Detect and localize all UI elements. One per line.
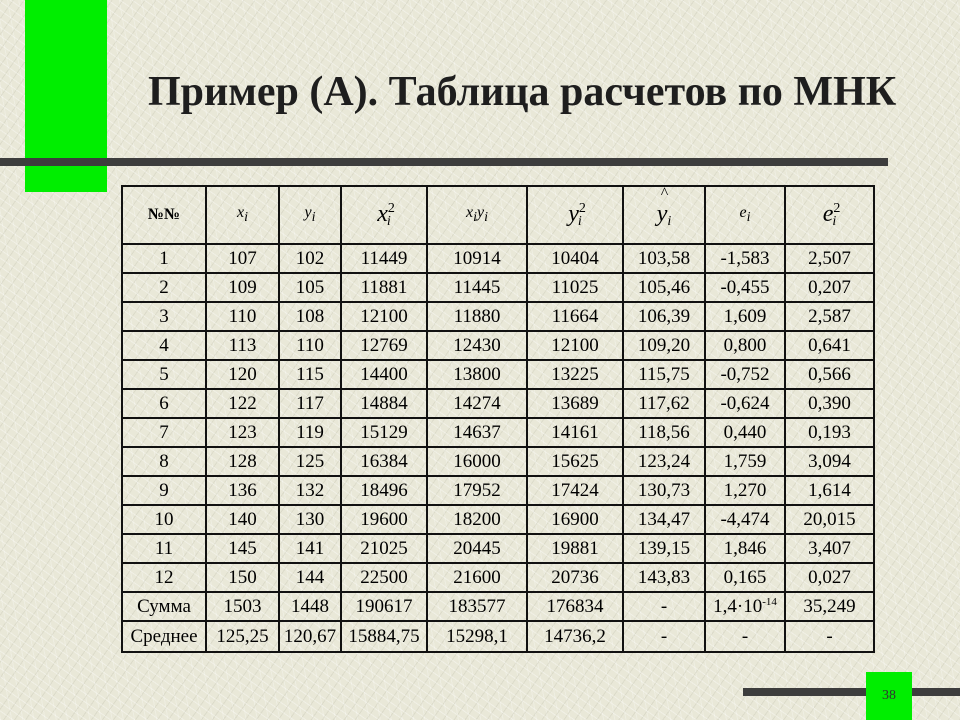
table-row	[123, 564, 873, 593]
table-row	[123, 506, 873, 535]
mean-e: -	[706, 622, 786, 651]
header-y-hat: ^ $y_i$	[624, 187, 706, 245]
cell: 14274	[428, 390, 528, 419]
cell: 140	[207, 506, 280, 535]
cell: 0,641	[786, 332, 873, 361]
cell: 128	[207, 448, 280, 477]
cell: 0,566	[786, 361, 873, 390]
slide-title: Пример (А). Таблица расчетов по МНК	[148, 69, 897, 115]
table-row	[123, 332, 873, 361]
table-row	[123, 303, 873, 332]
header-xy: xiyi	[428, 187, 528, 245]
cell: 106,39	[624, 303, 706, 332]
header-y: yi	[280, 187, 342, 245]
cell: 119	[280, 419, 342, 448]
cell: 12100	[528, 332, 624, 361]
cell: 0,165	[706, 564, 786, 593]
cell: 15129	[342, 419, 428, 448]
cell: 0,800	[706, 332, 786, 361]
cell: 110	[207, 303, 280, 332]
cell: 11881	[342, 274, 428, 303]
cell: 2,587	[786, 303, 873, 332]
header-number: №№	[123, 187, 207, 245]
cell: -0,624	[706, 390, 786, 419]
cell: 20445	[428, 535, 528, 564]
sum-label: Сумма	[123, 593, 207, 622]
mean-y-squared: 14736,2	[528, 622, 624, 651]
cell: 125	[280, 448, 342, 477]
cell: 19881	[528, 535, 624, 564]
cell: 105,46	[624, 274, 706, 303]
cell: -4,474	[706, 506, 786, 535]
cell: 13689	[528, 390, 624, 419]
cell: 3,094	[786, 448, 873, 477]
cell: 11025	[528, 274, 624, 303]
cell: 102	[280, 245, 342, 274]
cell: 144	[280, 564, 342, 593]
header-y-squared: $y^2_i$	[528, 187, 624, 245]
cell: 2	[123, 274, 207, 303]
mean-xy: 15298,1	[428, 622, 528, 651]
cell: 103,58	[624, 245, 706, 274]
cell: 150	[207, 564, 280, 593]
cell: 132	[280, 477, 342, 506]
cell: 17424	[528, 477, 624, 506]
cell: 14884	[342, 390, 428, 419]
cell: 12100	[342, 303, 428, 332]
cell: 1	[123, 245, 207, 274]
mean-e-squared: -	[826, 625, 833, 647]
cell: 113	[207, 332, 280, 361]
cell: 9	[123, 477, 207, 506]
table-row	[123, 361, 873, 390]
cell: 12430	[428, 332, 528, 361]
cell: 11445	[428, 274, 528, 303]
title-divider	[0, 158, 888, 166]
cell: 22500	[342, 564, 428, 593]
cell: 0,390	[786, 390, 873, 419]
cell: 1,614	[786, 477, 873, 506]
cell: 13800	[428, 361, 528, 390]
cell: 17952	[428, 477, 528, 506]
cell: 18496	[342, 477, 428, 506]
cell: 110	[280, 332, 342, 361]
cell: 16384	[342, 448, 428, 477]
cell: 2,507	[786, 245, 873, 274]
cell: 8	[123, 448, 207, 477]
cell: 109	[207, 274, 280, 303]
sum-y: 1448	[280, 593, 342, 622]
cell: 0,207	[786, 274, 873, 303]
page-number-badge	[866, 672, 912, 720]
sum-e-squared: 35,249	[786, 593, 873, 622]
mean-x: 125,25	[207, 622, 280, 651]
cell: 1,270	[706, 477, 786, 506]
mean-row	[123, 622, 873, 651]
cell: 3,407	[786, 535, 873, 564]
cell: 11664	[528, 303, 624, 332]
cell: 20,015	[786, 506, 873, 535]
cell: 1,609	[706, 303, 786, 332]
sum-e: $1,4\cdot 10^{-14}$	[706, 593, 786, 622]
cell: 130,73	[624, 477, 706, 506]
cell: 117,62	[624, 390, 706, 419]
cell: 6	[123, 390, 207, 419]
cell: 10914	[428, 245, 528, 274]
cell: 139,15	[624, 535, 706, 564]
cell: 3	[123, 303, 207, 332]
header-e: ei	[706, 187, 786, 245]
cell: 21025	[342, 535, 428, 564]
mean-y: 120,67	[280, 622, 342, 651]
mean-y-hat: -	[624, 622, 706, 651]
table-row	[123, 245, 873, 274]
page-number: 38	[882, 688, 896, 703]
cell: 14637	[428, 419, 528, 448]
cell: 118,56	[624, 419, 706, 448]
table-row	[123, 535, 873, 564]
cell: 130	[280, 506, 342, 535]
cell: 20736	[528, 564, 624, 593]
table-row	[123, 419, 873, 448]
cell: 12	[123, 564, 207, 593]
cell: 10404	[528, 245, 624, 274]
cell: 136	[207, 477, 280, 506]
cell: 122	[207, 390, 280, 419]
cell: 14161	[528, 419, 624, 448]
cell: 123	[207, 419, 280, 448]
cell: 10	[123, 506, 207, 535]
cell: 11449	[342, 245, 428, 274]
sum-x: 1503	[207, 593, 280, 622]
cell: 115,75	[624, 361, 706, 390]
cell: -0,455	[706, 274, 786, 303]
table-row	[123, 274, 873, 303]
cell: 107	[207, 245, 280, 274]
header-x-squared: $x^2_i$	[342, 187, 428, 245]
sum-y-squared: 176834	[528, 593, 624, 622]
cell: 19600	[342, 506, 428, 535]
cell: 7	[123, 419, 207, 448]
header-x: xi	[207, 187, 280, 245]
cell: 120	[207, 361, 280, 390]
cell: 16900	[528, 506, 624, 535]
calculation-table-container	[121, 185, 871, 653]
cell: -1,583	[706, 245, 786, 274]
header-row	[123, 187, 873, 245]
cell: 0,193	[786, 419, 873, 448]
ols-calculation-table	[121, 185, 875, 653]
cell: 1,846	[706, 535, 786, 564]
sum-y-hat: -	[624, 593, 706, 622]
cell: -0,752	[706, 361, 786, 390]
cell: 134,47	[624, 506, 706, 535]
sum-xy: 183577	[428, 593, 528, 622]
sum-row	[123, 593, 873, 622]
mean-label: Среднее	[123, 622, 207, 651]
cell: 0,440	[706, 419, 786, 448]
cell: 117	[280, 390, 342, 419]
header-e-squared: $e^2_i$	[786, 187, 873, 245]
cell: 105	[280, 274, 342, 303]
cell: 18200	[428, 506, 528, 535]
cell: 15625	[528, 448, 624, 477]
cell: 0,027	[786, 564, 873, 593]
cell: 143,83	[624, 564, 706, 593]
cell: 5	[123, 361, 207, 390]
cell: 16000	[428, 448, 528, 477]
cell: 145	[207, 535, 280, 564]
sum-x-squared: 190617	[342, 593, 428, 622]
cell: 1,759	[706, 448, 786, 477]
cell: 14400	[342, 361, 428, 390]
cell: 108	[280, 303, 342, 332]
cell: 109,20	[624, 332, 706, 361]
cell: 115	[280, 361, 342, 390]
cell: 12769	[342, 332, 428, 361]
cell: 21600	[428, 564, 528, 593]
footer-divider	[743, 688, 960, 696]
mean-x-squared: 15884,75	[342, 622, 428, 651]
table-row	[123, 390, 873, 419]
cell: 13225	[528, 361, 624, 390]
cell: 123,24	[624, 448, 706, 477]
table-row	[123, 477, 873, 506]
cell: 4	[123, 332, 207, 361]
cell: 141	[280, 535, 342, 564]
cell: 11	[123, 535, 207, 564]
cell: 11880	[428, 303, 528, 332]
table-row	[123, 448, 873, 477]
